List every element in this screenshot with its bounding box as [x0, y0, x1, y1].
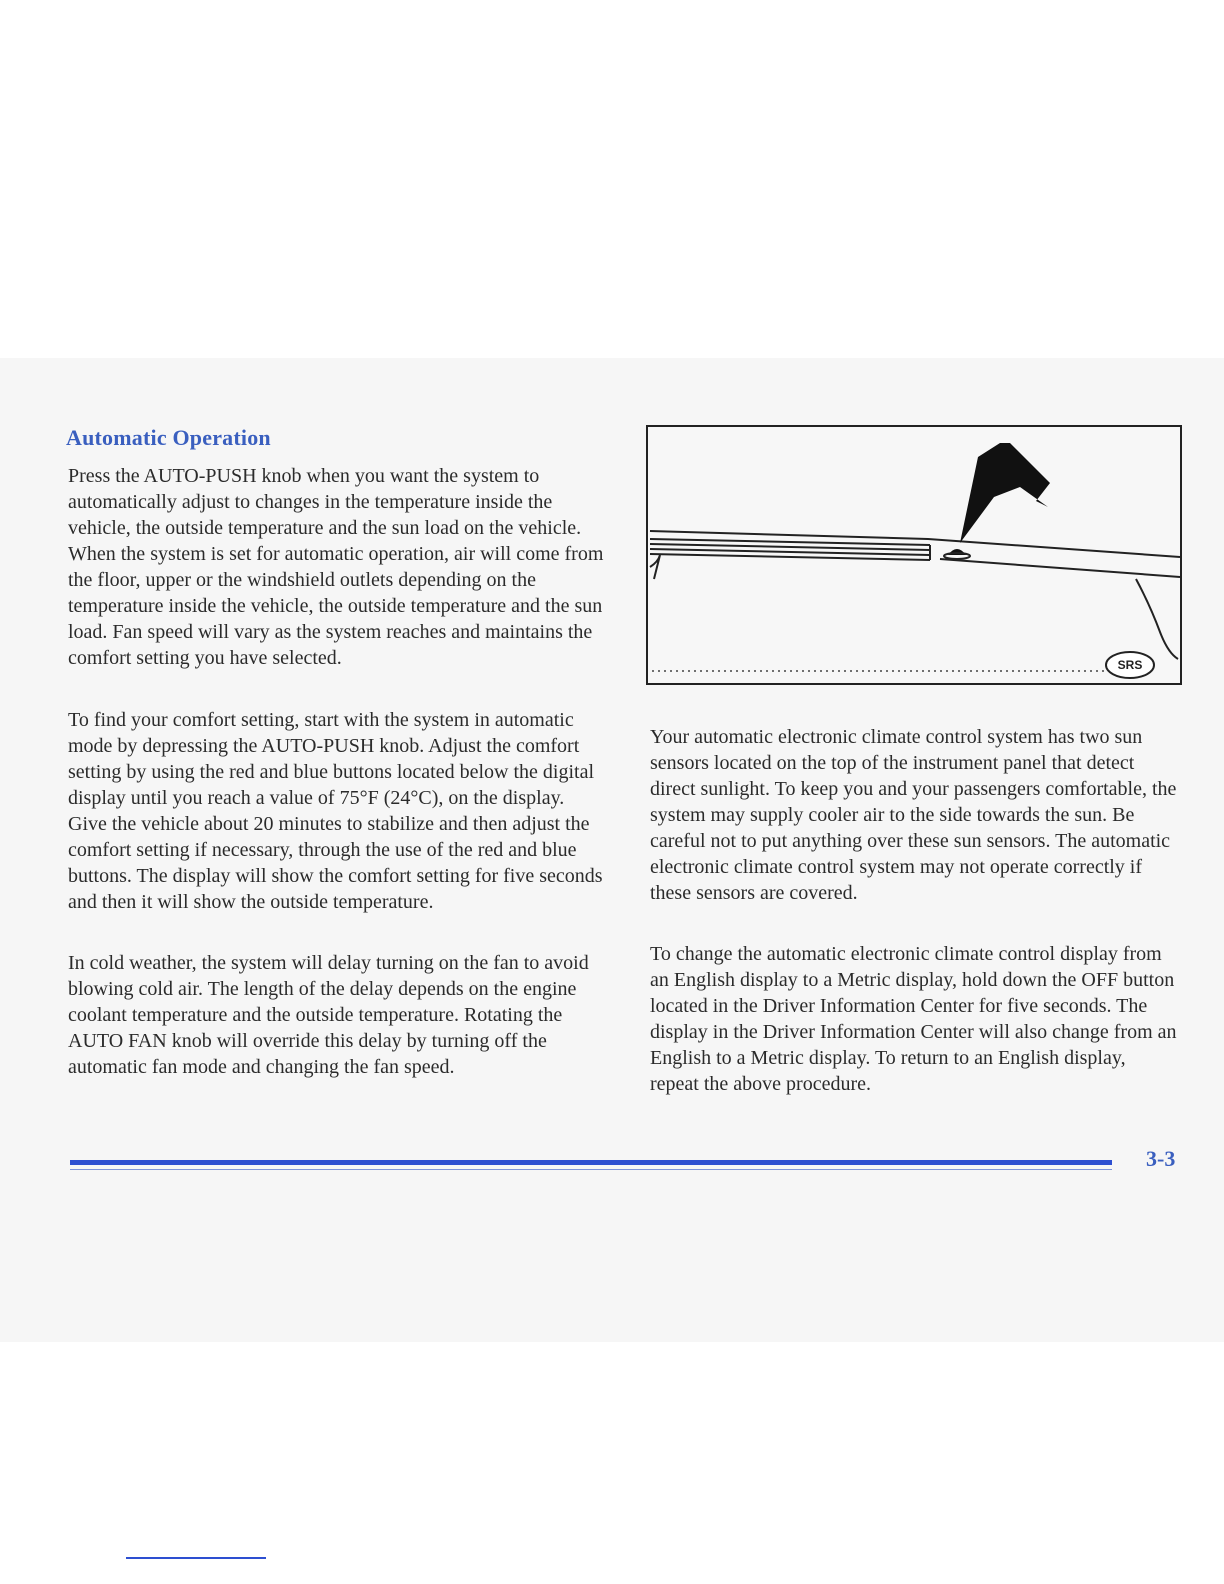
footer-rule [70, 1160, 1112, 1165]
left-paragraph-2: To find your comfort setting, start with the system in automatic mode by depressing the AUTO-PUSH knob. Adjust the comfort setting by using the red and blue buttons located below the digital display until you reach a value of 75°F (24°C), on the display. Give the vehicle about 20 minutes to stabilize and then adjust the comfort setting if necessary, through the use of the red and blue buttons. The display will show the comfort setting for five seconds and then it will show the outside temperature. [68, 709, 603, 913]
right-paragraph-1: Your automatic electronic climate control system has two sun sensors located on the top of the instrument panel that detect direct sunlight. To keep you and your passengers comfortable, the system may supply cooler air to the side towards the sun. Be careful not to put anything over these sun sensors. The automatic electronic climate control system may not operate correctly if these sensors are covered. [650, 726, 1177, 904]
srs-emblem-icon [1106, 652, 1154, 678]
defroster-vent [650, 539, 930, 560]
footer-rule-thin [70, 1169, 1112, 1170]
srs-label: SRS [1117, 658, 1143, 672]
panel-left-corner [650, 555, 660, 579]
bottom-stub-line [126, 1557, 266, 1559]
left-paragraph-1: Press the AUTO-PUSH knob when you want the system to automatically adjust to changes in the temperature inside the vehicle, the outside temperature and the sun load on the vehicle. When the system is set for automatic operation, air will come from the floor, upper or the windshield outlets depending on the temperature inside the vehicle, the outside temperature and the sun load. Fan speed will vary as the system reaches and maintains the comfort setting you have selected. [68, 465, 604, 669]
panel-line [940, 559, 1180, 577]
left-paragraph-3: In cold weather, the system will delay turning on the fan to avoid blowing cold air. The length of the delay depends on the engine coolant temperature and the outside temperature. Rotating the AUTO FAN knob will override this delay by turning off the automatic fan mode and changing the fan speed. [68, 952, 589, 1078]
sun-sensor-illustration [648, 427, 1180, 683]
page-number: 3-3 [1146, 1146, 1176, 1171]
sun-sensor-figure [646, 425, 1182, 685]
arrow-pointer-icon [960, 443, 1050, 543]
sun-sensor-icon [944, 549, 970, 559]
section-heading: Automatic Operation [66, 425, 271, 450]
right-paragraph-2: To change the automatic electronic climate control display from an English display to a Metric display, hold down the OFF button located in the Driver Information Center for five seconds. The display in the Driver Information Center will also change from an English to a Metric display. To return to an English display, repeat the above procedure. [650, 943, 1177, 1095]
panel-right-curve [1136, 579, 1178, 659]
